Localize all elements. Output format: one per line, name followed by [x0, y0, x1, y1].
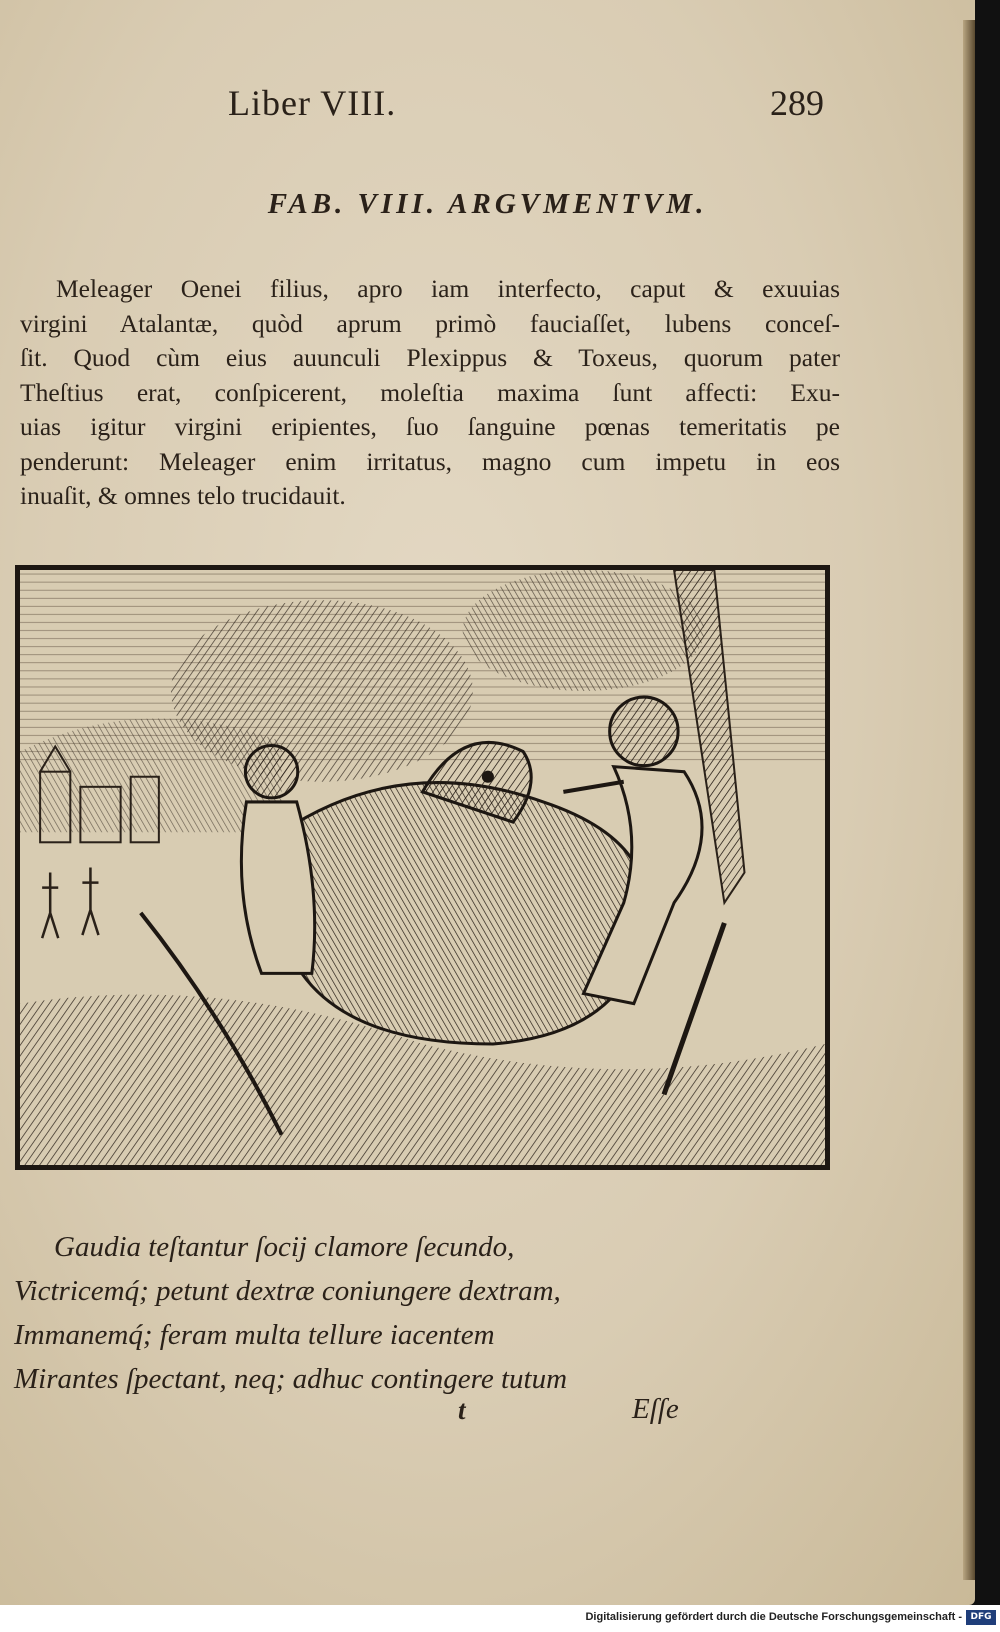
- verse-block: [14, 1225, 854, 1401]
- argument-line: virgini Atalantæ, quòd aprum primò fauciaſſet, lubens conceſ-: [20, 308, 840, 338]
- woodcut-illustration: [15, 565, 830, 1170]
- signature-mark: t: [458, 1395, 466, 1425]
- argument-line: Meleager Oenei filius, apro iam interfecto, caput & exuuias: [56, 274, 840, 303]
- verse-line: Victricemq́; petunt dextræ coniungere dextram,: [14, 1275, 561, 1307]
- verse-line: Immanemq́; feram multa tellure iacentem: [14, 1319, 495, 1351]
- argument-paragraph: [20, 272, 840, 514]
- footer-credit: Digitalisierung gefördert durch die Deutsche Forschungsgemeinschaft -: [585, 1611, 962, 1623]
- argument-line: Theſtius erat, conſpicerent, moleſtia maxima ſunt affecti: Exu-: [20, 377, 840, 407]
- fable-heading: FAB. VIII. ARGVMENTVM.: [267, 188, 708, 220]
- woodcut-drawing: [20, 570, 825, 1165]
- dfg-logo: DFG: [966, 1610, 996, 1625]
- argument-line: inuaſit, & omnes telo trucidauit.: [20, 481, 346, 510]
- verse-line: Gaudia teſtantur ſocij clamore ſecundo,: [54, 1231, 515, 1263]
- footer-bar: [0, 1605, 1000, 1632]
- running-title: Liber VIII.: [228, 83, 397, 123]
- catchword: Eſſe: [632, 1393, 679, 1425]
- running-header: [0, 82, 975, 132]
- page-edge: [963, 20, 975, 1580]
- argument-line: ſit. Quod cùm eius auunculi Plexippus & Toxeus, quorum pater: [20, 343, 840, 372]
- argument-line: penderunt: Meleager enim irritatus, magno cum impetu in eos: [20, 446, 840, 476]
- argument-line: uias igitur virgini eripientes, ſuo ſanguine pœnas temeritatis pe: [20, 412, 840, 441]
- verse-line: Mirantes ſpectant, neq; adhuc contingere tutum: [14, 1363, 568, 1395]
- page-number: 289: [770, 83, 824, 123]
